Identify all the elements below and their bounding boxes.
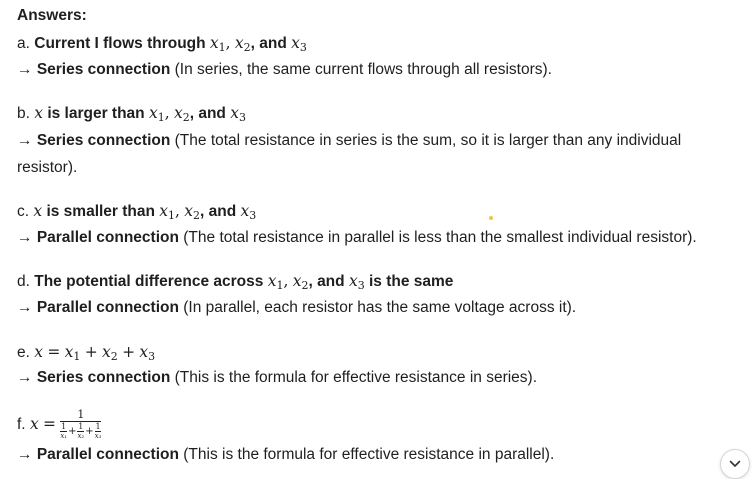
fraction-numerator: 1 [77,408,85,422]
math-sub-2: 2 [193,209,201,222]
mini-den-x2: x₂ [77,432,85,441]
answer-b-text: (The total resistance in series is the sum, so it is larger than any individual resistor). [17,132,682,176]
scroll-down-button[interactable] [720,449,750,479]
arrow-icon: → [17,61,33,78]
math-sub-2: 2 [243,41,251,54]
math-sub-3: 3 [357,279,365,292]
question-d-lead: The potential difference across [34,273,264,290]
math-x: x [34,104,43,122]
question-c-prefix: c. [17,203,30,220]
answer-a-text: (In series, the same current flows through all resistors). [174,61,552,78]
question-a-and: and [259,35,287,52]
math-sub-1: 1 [157,111,165,124]
question-f [17,404,101,445]
answer-d-label: Parallel connection [36,299,179,316]
math-x2: x [234,34,244,52]
mini-num: 1 [95,422,101,432]
math-x2: x [173,104,183,122]
answer-b [17,127,737,181]
math-equals: = [43,415,56,433]
math-sub-3: 3 [299,41,307,54]
question-e-prefix: e. [17,344,30,361]
chevron-down-icon [729,460,741,468]
math-x3: x [139,343,149,361]
arrow-icon: → [17,446,33,463]
question-d-and: and [317,273,345,290]
math-sub-3: 3 [238,111,246,124]
answer-c [17,228,697,248]
math-sub-3: 3 [148,350,156,363]
mini-den-x1: x₁ [60,432,68,441]
math-sub-1: 1 [218,41,226,54]
math-x: x [34,343,43,361]
answer-e-text: (This is the formula for effective resistance in series). [174,369,538,386]
arrow-icon: → [17,299,33,316]
math-x1: x [64,343,74,361]
fraction-denominator [60,421,101,440]
question-b-and: and [198,105,226,122]
math-sub-1: 1 [168,209,176,222]
answers-heading: Answers: [17,7,87,24]
math-plus: + [122,343,136,361]
math-x2: x [184,202,194,220]
math-x2: x [292,272,302,290]
arrow-icon: → [17,369,33,386]
math-x1: x [209,34,219,52]
answer-e-label: Series connection [36,369,171,386]
math-x3: x [240,202,250,220]
math-x2: x [102,343,111,361]
math-plus: + [68,425,77,437]
answer-b-label: Series connection [36,132,171,149]
math-sub-1: 1 [73,350,81,363]
question-a-prefix: a. [17,35,30,52]
question-d-prefix: d. [17,273,30,290]
answer-c-label: Parallel connection [36,229,179,246]
arrow-icon: → [17,132,33,149]
math-x: x [33,202,43,220]
math-sub-2: 2 [182,111,190,124]
question-d-tail: is the same [369,273,454,290]
math-sub-2: 2 [110,350,118,363]
math-x: x [29,415,39,433]
question-c-and: and [208,203,237,220]
math-x1: x [148,104,158,122]
cursor-dot [489,216,493,220]
math-x3: x [230,104,239,122]
mini-den-x3: x₃ [94,432,102,441]
math-plus: + [84,343,98,361]
question-f-prefix: f. [17,416,26,433]
question-b-prefix: b. [17,105,30,122]
answer-a-label: Series connection [36,61,171,78]
math-x1: x [267,272,277,290]
question-c-text: is smaller than [46,203,155,220]
math-equals: = [47,343,61,361]
question-a-lead: Current I flows through [34,35,206,52]
question-b-text: is larger than [47,105,145,122]
answer-d-text: (In parallel, each resistor has the same voltage across it). [183,299,577,316]
math-sub-3: 3 [249,209,257,222]
question-e [17,342,155,367]
question-b: b. x is larger than $x_1$, $x_2$, and $x_3$ [17,104,246,124]
question-c: c. x is smaller than $x_1$, $x_2$, and $x_3$ [17,202,257,222]
answer-e [17,368,537,388]
math-x1: x [159,202,169,220]
question-d: d. The potential difference across $x_1$, $x_2$, and $x_3$ is the same [17,272,454,292]
math-sub-1: 1 [276,279,284,292]
math-plus: + [85,425,94,437]
answer-f-text: (This is the formula for effective resistance in parallel). [183,446,555,463]
answer-c-text: (The total resistance in parallel is less than the smallest individual resistor). [183,229,697,246]
mini-num: 1 [61,422,67,432]
answer-a [17,60,552,80]
answer-f-label: Parallel connection [36,446,179,463]
math-x3: x [348,272,358,290]
question-a: a. Current I flows through $x_1$, $x_2$, and $x_3$ [17,34,307,54]
answer-f [17,445,554,465]
mini-num: 1 [78,422,84,432]
math-sub-2: 2 [301,279,309,292]
math-x3: x [291,34,300,52]
reciprocal-fraction [60,409,101,440]
arrow-icon: → [17,229,33,246]
answer-d [17,298,576,318]
